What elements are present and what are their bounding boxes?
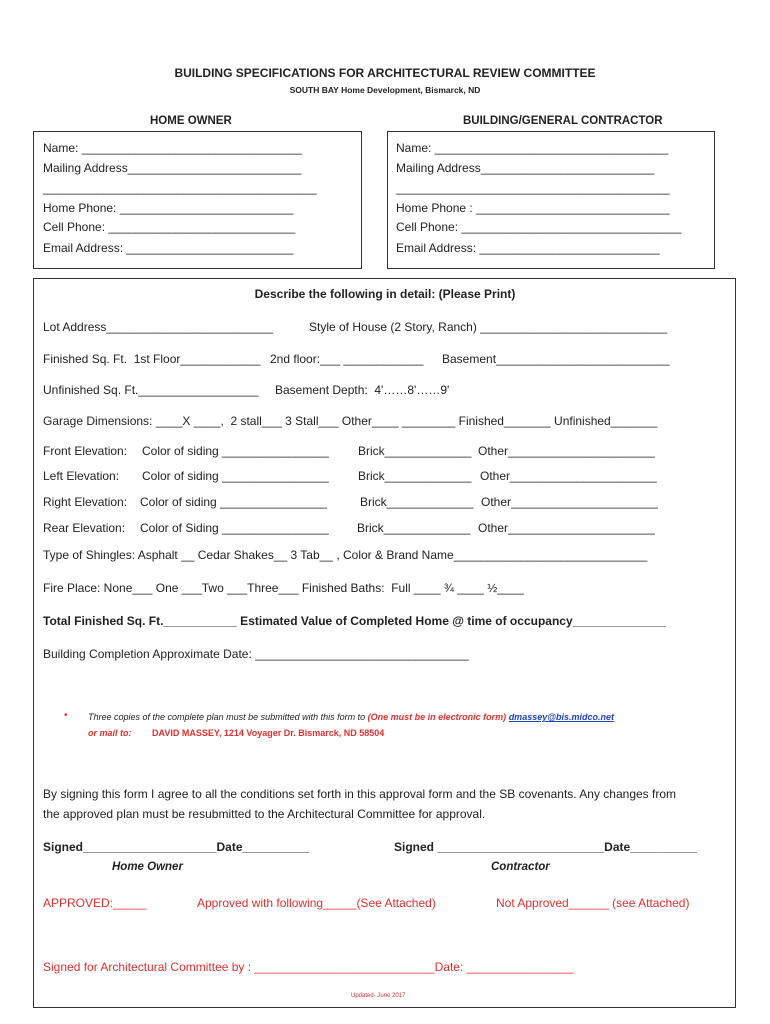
owner-signature-text: Signed____________________Date__________ bbox=[43, 840, 310, 854]
completion-date-field[interactable]: Building Completion Approximate Date: ________________________________ bbox=[43, 647, 469, 661]
committee-signature-field[interactable]: Signed for Architectural Committee by : ___________________________Date: ________________ bbox=[43, 960, 574, 974]
contractor-cell-phone-field[interactable]: Cell Phone: _________________________________ bbox=[396, 220, 682, 234]
rear-siding-field[interactable]: Color of Siding ________________ bbox=[140, 521, 329, 535]
home-owner-heading: HOME OWNER bbox=[150, 115, 232, 127]
contractor-name-field[interactable]: Name: ___________________________________ bbox=[396, 141, 669, 155]
left-other-field[interactable]: Other______________________ bbox=[480, 469, 657, 483]
contractor-mailing-line2[interactable]: _________________________________________ bbox=[396, 181, 670, 195]
note-email-link[interactable]: dmassey@bis.midco.net bbox=[508, 712, 614, 722]
contractor-heading: BUILDING/GENERAL CONTRACTOR bbox=[463, 115, 663, 127]
owner-signature-field[interactable] bbox=[43, 840, 309, 854]
garage-dimensions-field[interactable]: Garage Dimensions: ____X ____, 2 stall___ 3 Stall___ Other____ ________ Finished_______ Unfinished_______ bbox=[43, 414, 658, 428]
contractor-signature-text: Signed _________________________Date__________ bbox=[394, 840, 697, 854]
left-brick-field[interactable]: Brick_____________ bbox=[358, 469, 472, 483]
front-siding-field[interactable]: Color of siding ________________ bbox=[142, 444, 329, 458]
details-heading: Describe the following in detail: (Please Print) bbox=[254, 287, 516, 301]
note-line-1 bbox=[88, 712, 614, 722]
contractor-email-field[interactable]: Email Address: ___________________________ bbox=[396, 241, 660, 255]
contractor-mailing-field[interactable]: Mailing Address__________________________ bbox=[396, 161, 655, 175]
home-owner-caption: Home Owner bbox=[112, 861, 183, 873]
total-sqft-value-field[interactable]: Total Finished Sq. Ft.___________ Estimated Value of Completed Home @ time of occupancy______________ bbox=[43, 614, 667, 628]
form-title: BUILDING SPECIFICATIONS FOR ARCHITECTURAL REVIEW COMMITTEE bbox=[174, 66, 596, 80]
form-subtitle: SOUTH BAY Home Development, Bismarck, ND bbox=[289, 85, 481, 95]
approved-field[interactable]: APPROVED:_____ bbox=[43, 896, 147, 910]
note-bullet: • bbox=[64, 710, 68, 721]
unfinished-sqft-field[interactable]: Unfinished Sq. Ft.__________________ bbox=[43, 383, 259, 397]
front-other-field[interactable]: Other______________________ bbox=[478, 444, 655, 458]
note-text: Three copies of the complete plan must be submitted with this form to bbox=[88, 712, 368, 722]
agreement-line-2: the approved plan must be resubmitted to the Architectural Committee for approval. bbox=[43, 807, 486, 821]
basement-depth-field[interactable]: Basement Depth: 4'……8'……9' bbox=[275, 383, 450, 397]
second-floor-field[interactable]: 2nd floor:___ ____________ bbox=[270, 352, 424, 366]
first-floor-field[interactable]: Finished Sq. Ft. 1st Floor____________ bbox=[43, 352, 261, 366]
right-siding-field[interactable]: Color of siding ________________ bbox=[140, 495, 327, 509]
lot-address-field[interactable]: Lot Address_________________________ bbox=[43, 320, 274, 334]
owner-email-field[interactable]: Email Address: _________________________ bbox=[43, 241, 294, 255]
updated-note: Updated- June 2017 bbox=[351, 993, 406, 999]
contractor-signature-field[interactable] bbox=[394, 840, 697, 854]
approved-with-following-field[interactable]: Approved with following_____(See Attached) bbox=[197, 896, 436, 910]
note-electronic: (One must be in electronic form) bbox=[367, 712, 507, 722]
owner-cell-phone-field[interactable]: Cell Phone: ____________________________ bbox=[43, 220, 296, 234]
fireplace-baths-field[interactable]: Fire Place: None___ One ___Two ___Three___ Finished Baths: Full ____ ¾ ____ ½____ bbox=[43, 581, 524, 595]
front-elevation-label: Front Elevation: bbox=[43, 444, 128, 458]
contractor-home-phone-field[interactable]: Home Phone : _____________________________ bbox=[396, 201, 670, 215]
owner-home-phone-field[interactable]: Home Phone: __________________________ bbox=[43, 201, 294, 215]
note-address: DAVID MASSEY, 1214 Voyager Dr. Bismarck, ND 58504 bbox=[152, 728, 385, 738]
right-other-field[interactable]: Other______________________ bbox=[481, 495, 658, 509]
front-brick-field[interactable]: Brick_____________ bbox=[358, 444, 472, 458]
rear-elevation-label: Rear Elevation: bbox=[43, 521, 126, 535]
owner-name-field[interactable]: Name: _________________________________ bbox=[43, 141, 302, 155]
house-style-field[interactable]: Style of House (2 Story, Ranch) ____________________________ bbox=[309, 320, 668, 334]
contractor-caption: Contractor bbox=[491, 861, 550, 873]
note-mail-label: or mail to: bbox=[88, 728, 132, 738]
shingles-field[interactable]: Type of Shingles: Asphalt __ Cedar Shakes__ 3 Tab__ , Color & Brand Name_____________________________ bbox=[43, 548, 648, 562]
agreement-line-1: By signing this form I agree to all the conditions set forth in this approval form and the SB covenants. Any changes from bbox=[43, 787, 677, 801]
left-siding-field[interactable]: Color of siding ________________ bbox=[142, 469, 329, 483]
owner-mailing-field[interactable]: Mailing Address__________________________ bbox=[43, 161, 302, 175]
rear-brick-field[interactable]: Brick_____________ bbox=[357, 521, 471, 535]
left-elevation-label: Left Elevation: bbox=[43, 469, 120, 483]
right-brick-field[interactable]: Brick_____________ bbox=[360, 495, 474, 509]
basement-field[interactable]: Basement__________________________ bbox=[442, 352, 670, 366]
rear-other-field[interactable]: Other______________________ bbox=[478, 521, 655, 535]
not-approved-field[interactable]: Not Approved______ (see Attached) bbox=[496, 896, 690, 910]
right-elevation-label: Right Elevation: bbox=[43, 495, 128, 509]
owner-mailing-line2[interactable]: _________________________________________ bbox=[43, 181, 317, 195]
